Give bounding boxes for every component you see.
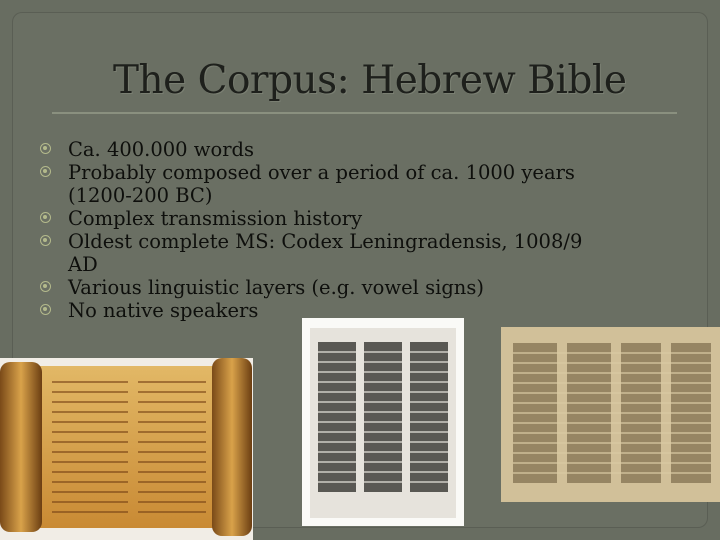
bullet-item <box>40 161 680 207</box>
bullet-text: Various linguistic layers (e.g. vowel signs) <box>68 276 484 299</box>
bullet-marker-icon <box>40 281 51 292</box>
bullet-text-continuation: (1200-200 BC) <box>68 184 213 207</box>
manuscript-leaf-photo <box>501 327 720 502</box>
torah-scroll-photo <box>0 358 253 540</box>
bullet-text: No native speakers <box>68 299 259 322</box>
bullet-marker-icon <box>40 143 51 154</box>
bullet-marker-icon <box>40 212 51 223</box>
bullet-text: Oldest complete MS: Codex Leningradensis, 1008/9 <box>68 230 583 253</box>
bullet-text: Probably composed over a period of ca. 1000 years <box>68 161 575 184</box>
bullet-text-continuation: AD <box>68 253 98 276</box>
bullet-marker-icon <box>40 166 51 177</box>
bullet-list <box>40 138 680 322</box>
codex-leningradensis-page-photo <box>302 318 464 526</box>
bullet-text: Complex transmission history <box>68 207 363 230</box>
bullet-marker-icon <box>40 235 51 246</box>
bullet-item <box>40 207 680 230</box>
bullet-text: Ca. 400.000 words <box>68 138 255 161</box>
bullet-item <box>40 230 680 276</box>
bullet-marker-icon <box>40 304 51 315</box>
bullet-item <box>40 276 680 299</box>
slide-title: The Corpus: Hebrew Bible <box>113 58 627 103</box>
bullet-item <box>40 138 680 161</box>
title-divider <box>52 112 677 114</box>
